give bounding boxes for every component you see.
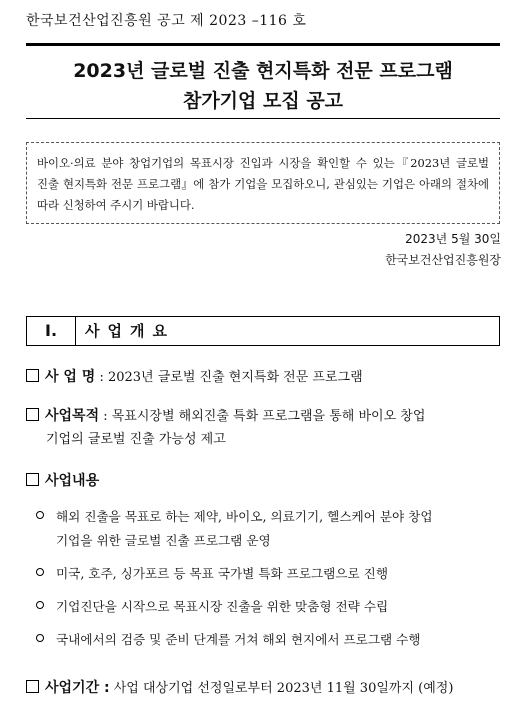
item-label: 사업목적 (45, 408, 100, 424)
list-item-text-continued: 기업을 위한 글로벌 진출 프로그램 운영 (56, 533, 271, 548)
title-line-1: 2023년 글로벌 진출 현지특화 전문 프로그램 (73, 60, 453, 82)
section-number: Ⅰ. (27, 317, 76, 345)
item-value: 사업 대상기업 선정일로부터 2023년 11월 30일까지 (예정) (109, 681, 454, 696)
item-period (26, 677, 502, 700)
intro-box (26, 142, 500, 224)
item-value-continued: 기업의 글로벌 진출 가능성 제고 (46, 432, 226, 447)
list-item-text: 미국, 호주, 싱가포르 등 목표 국가별 특화 프로그램으로 진행 (56, 566, 389, 581)
list-item (36, 562, 500, 586)
announcement-date: 2023년 5월 30일 (405, 232, 501, 246)
issuer: 한국보건산업진흥원장 (385, 253, 501, 267)
circle-bullet-icon (36, 511, 44, 519)
page-title (26, 56, 500, 116)
circle-bullet-icon (36, 601, 44, 609)
checkbox-square-icon (26, 680, 39, 693)
item-business-name (26, 366, 502, 389)
item-label: 사 업 명 (45, 369, 96, 385)
circle-bullet-icon (36, 634, 44, 642)
checkbox-square-icon (26, 408, 39, 421)
item-value: : 목표시장별 해외진출 특화 프로그램을 통해 바이오 창업 (99, 409, 426, 424)
title-line-2: 참가기업 모집 공고 (182, 90, 344, 112)
item-label: 사업내용 (45, 473, 100, 489)
item-content-heading (26, 470, 502, 493)
checkbox-square-icon (26, 369, 39, 382)
top-divider (26, 43, 500, 46)
notice-number: 한국보건산업진흥원 공고 제 2023 –116 호 (26, 13, 307, 29)
list-item-text: 국내에서의 검증 및 준비 단계를 거쳐 해외 현지에서 프로그램 수행 (56, 632, 421, 647)
section-title: 사업개요 (85, 322, 175, 340)
list-item (36, 595, 500, 619)
list-item (36, 628, 500, 652)
item-label: 사업기간 : (45, 680, 110, 696)
circle-bullet-icon (36, 568, 44, 576)
intro-text: 바이오·의료 분야 창업기업의 목표시장 진입과 시장을 확인할 수 있는『2023년 글로벌 진출 현지특화 전문 프로그램』에 참가 기업을 모집하오니, 관심있는 기업은 아래의 절차에 따라 신청하여 주시기 바랍니다. (37, 156, 489, 212)
item-purpose (26, 405, 502, 451)
list-item (36, 505, 500, 553)
title-divider (26, 118, 500, 119)
list-item-text: 기업진단을 시작으로 목표시장 진출을 위한 맞춤형 전략 수립 (56, 599, 389, 614)
list-item-text: 해외 진출을 목표로 하는 제약, 바이오, 의료기기, 헬스케어 분야 창업 (56, 509, 433, 524)
section-header (26, 316, 500, 346)
item-value: : 2023년 글로벌 진출 현지특화 전문 프로그램 (95, 370, 363, 385)
checkbox-square-icon (26, 473, 39, 486)
